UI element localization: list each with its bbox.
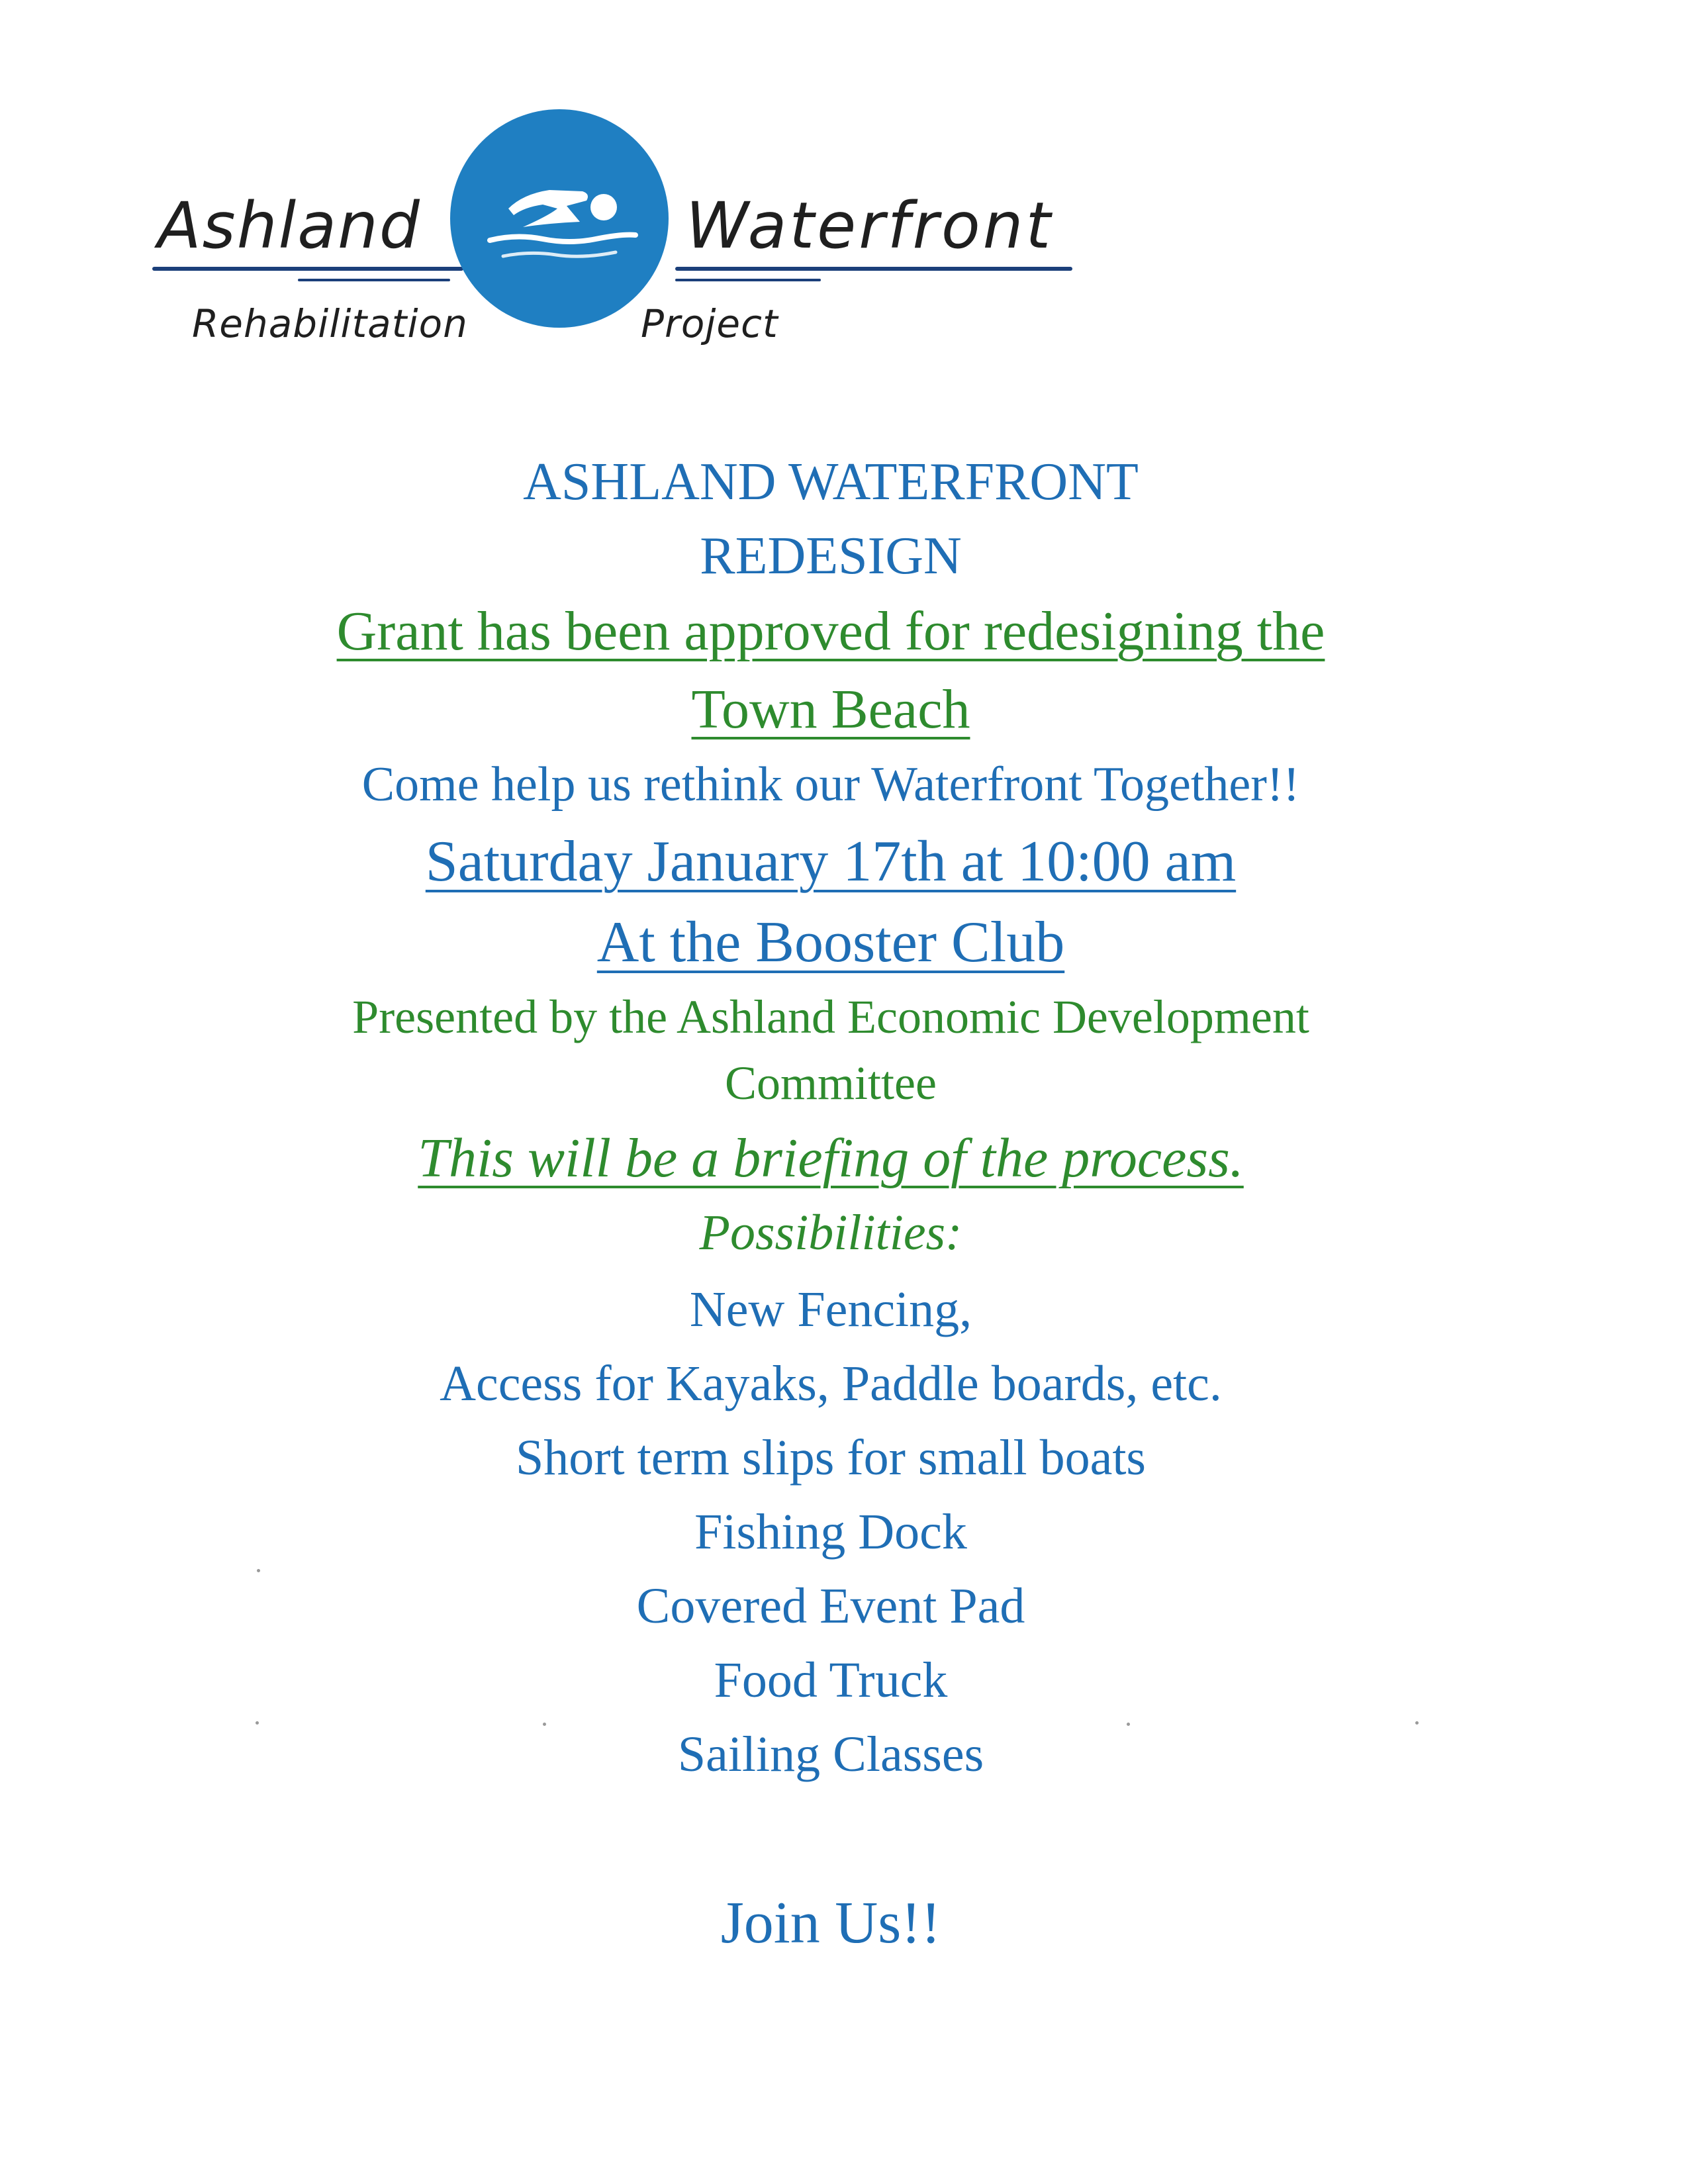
grant-line-1: Grant has been approved for redesigning the [336,600,1325,662]
event-date: Saturday January 17th at 10:00 am [425,830,1237,894]
closing-text: Join Us!! [720,1890,941,1956]
possibilities-label: Possibilities: [699,1205,962,1260]
logo-emblem [450,109,669,328]
logo-underline-right-short [675,279,821,281]
list-item: Fishing Dock [694,1504,967,1560]
scan-speck [257,1569,260,1572]
scan-speck [256,1721,259,1725]
logo-underline-left-short [298,279,450,281]
heading-line-1: ASHLAND WATERFRONT [523,453,1139,511]
logo-subtitle-project: Project [641,301,778,346]
list-item: New Fencing, [689,1282,972,1337]
list-item: Covered Event Pad [636,1578,1025,1634]
logo-word-waterfront: Waterfront [686,189,1054,263]
list-item: Sailing Classes [677,1727,984,1782]
logo-word-ashland: Ashland [158,189,421,263]
presenter-line-2: Committee [725,1057,937,1110]
presenter-line-1: Presented by the Ashland Economic Development [352,990,1309,1043]
briefing-text: This will be a briefing of the process. [418,1127,1244,1189]
logo-underline-right [675,267,1072,271]
list-item: Short term slips for small boats [515,1430,1147,1486]
heading-line-2: REDESIGN [700,527,962,585]
logo [146,109,1072,361]
event-location: At the Booster Club [596,910,1065,974]
scan-speck [543,1723,546,1726]
scan-speck [1415,1721,1419,1725]
invite-text: Come help us rethink our Waterfront Together!! [361,757,1300,812]
logo-subtitle-rehabilitation: Rehabilitation [192,301,468,346]
logo-underline-left [152,267,463,271]
grant-line-2: Town Beach [691,679,970,740]
list-item: Access for Kayaks, Paddle boards, etc. [440,1356,1222,1411]
list-item: Food Truck [714,1652,948,1708]
scan-speck [1127,1723,1130,1726]
swimmer-icon [450,109,669,328]
